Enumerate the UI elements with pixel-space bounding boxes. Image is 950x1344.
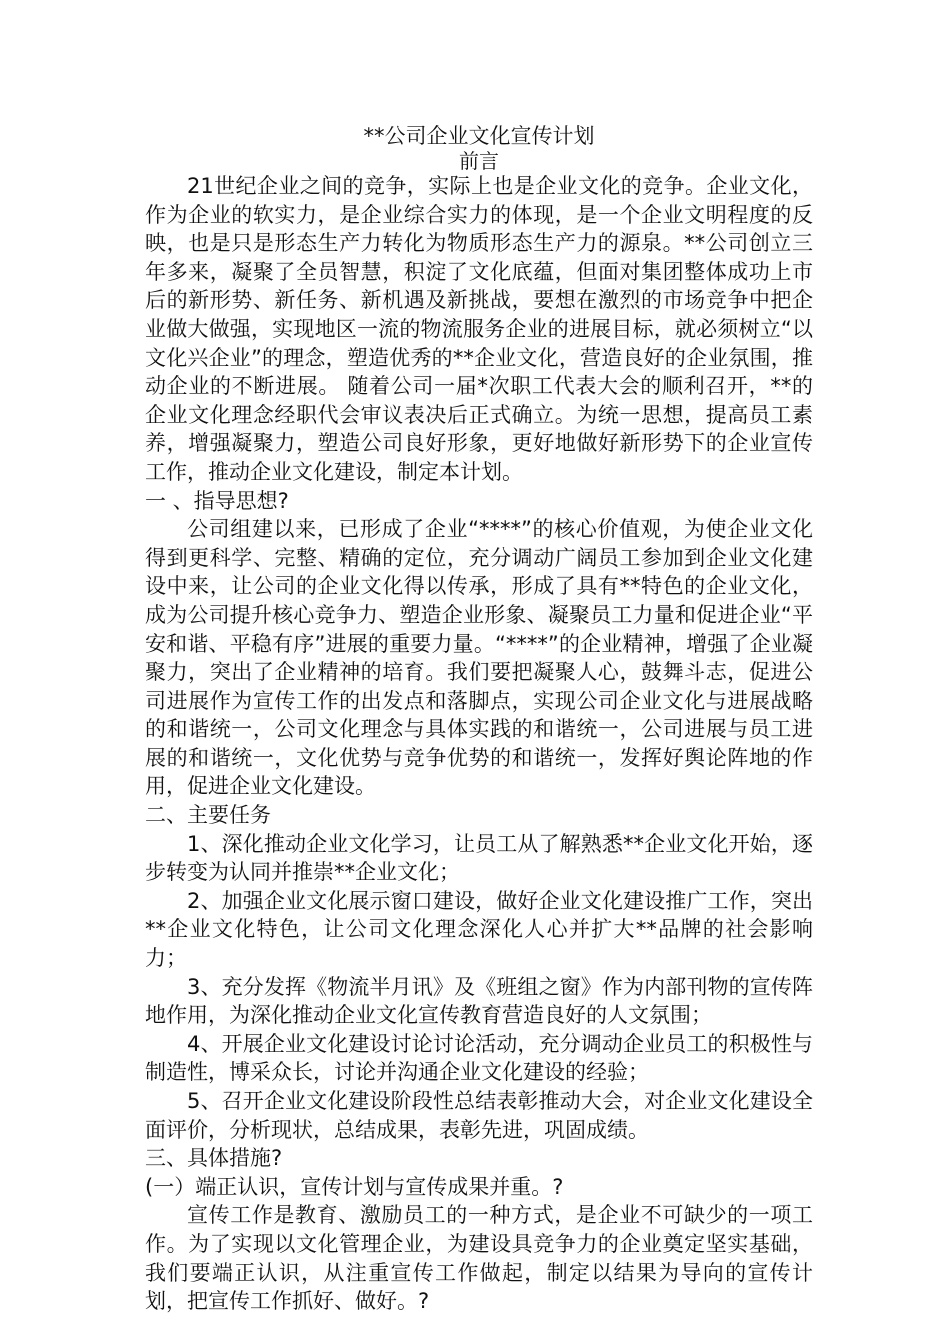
section-3-heading: 三、具体措施? [145,1146,283,1171]
subsection-1-body: 宣传工作是教育、激励员工的一种方式，是企业不可缺少的一项工作。为了实现以文化管理企业，为建设具竞争力的企业奠定坚实基础，我们要端正认识，从注重宣传工作做起，制定以结果为导向的宣传计划，把宣传工作抓好、做好。? [145,1203,813,1314]
task-item: 3、充分发挥《物流半月讯》及《班组之窗》作为内部刊物的宣传阵地作用，为深化推动企业文化宣传教育营造良好的人文氛围； [145,974,813,1028]
section-1-body: 公司组建以来，已形成了企业“****”的核心价值观，为使企业文化得到更科学、完整、精确的定位，充分调动广阔员工参加到企业文化建设中来，让公司的企业文化得以传承，形成了具有**特色的企业文化，成为公司提升核心竞争力、塑造企业形象、凝聚员工力量和促进企业“平安和谐、平稳有序”进展的重要力量。“****”的企业精神，增强了企业凝聚力，突出了企业精神的培育。我们要把凝聚人心，鼓舞斗志，促进公司进展作为宣传工作的出发点和落脚点，实现公司企业文化与进展战略的和谐统一，公司文化理念与具体实践的和谐统一，公司进展与员工进展的和谐统一，文化优势与竞争优势的和谐统一，发挥好舆论阵地的作用，促进企业文化建设。 [145,517,813,799]
task-item: 1、深化推动企业文化学习，让员工从了解熟悉**企业文化开始，逐步转变为认同并推崇**企业文化； [145,831,813,885]
section-1-heading: 一 、指导思想? [145,488,289,513]
document-title: **公司企业文化宣传计划 [363,124,595,148]
task-item: 2、加强企业文化展示窗口建设，做好企业文化建设推广工作，突出**企业文化特色，让公司文化理念深化人心并扩大**品牌的社会影响力； [145,888,813,971]
subsection-1-heading: (一）端正认识，宣传计划与宣传成果并重。? [145,1174,564,1199]
task-item: 4、开展企业文化建设讨论讨论活动，充分调动企业员工的积极性与制造性，博采众长，讨论并沟通企业文化建设的经验； [145,1031,813,1085]
document-page [145,122,813,1316]
task-item: 5、召开企业文化建设阶段性总结表彰推动大会，对企业文化建设全面评价，分析现状，总结成果，表彰先进，巩固成绩。 [145,1089,813,1142]
section-2-heading: 二、主要任务 [145,803,271,828]
preface-paragraph: 21世纪企业之间的竞争，实际上也是企业文化的竞争。企业文化，作为企业的软实力，是企业综合实力的体现，是一个企业文明程度的反映，也是只是形态生产力转化为物质形态生产力的源泉。**公司创立三年多来，凝聚了全员智慧，积淀了文化底蕴，但面对集团整体成功上市后的新形势、新任务、新机遇及新挑战，要想在激烈的市场竞争中把企业做大做强，实现地区一流的物流服务企业的进展目标，就必须树立“以文化兴企业”的理念，塑造优秀的**企业文化，营造良好的企业氛围，推动企业的不断进展。 随着公司一届*次职工代表大会的顺利召开，**的企业文化理念经职代会审议表决后正式确立。为统一思想，提高员工素养，增强凝聚力，塑造公司良好形象，更好地做好新形势下的企业宣传工作，推动企业文化建设，制定本计划。 [145,174,813,484]
document-subtitle: 前言 [459,149,499,173]
